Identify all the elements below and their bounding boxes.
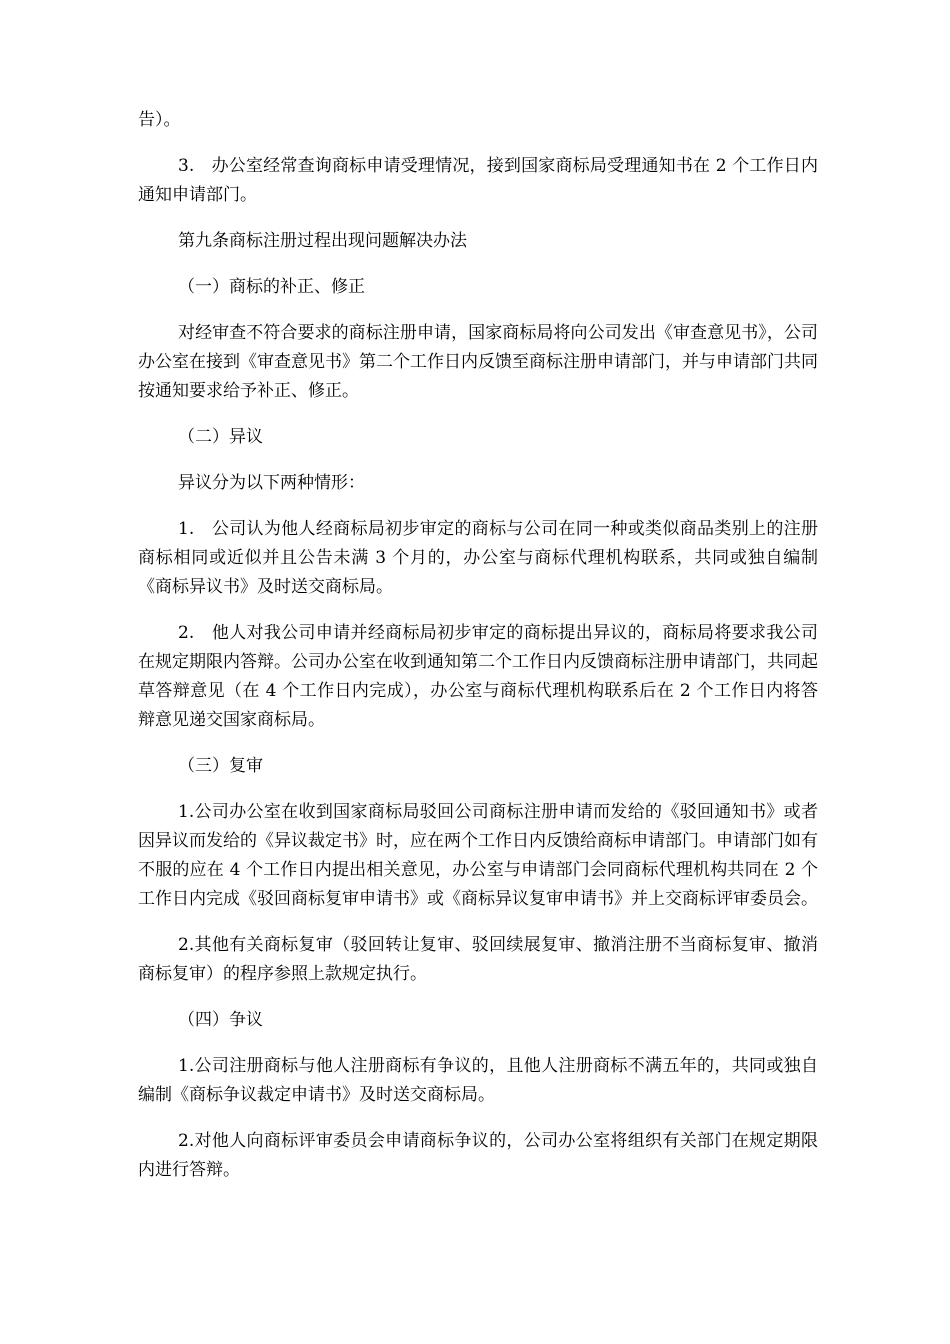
section-1-body: 对经审查不符合要求的商标注册申请，国家商标局将向公司发出《审查意见书》，公司办公室在接到《审查意见书》第二个工作日内反馈至商标注册申请部门，并与申请部门共同按通知要求给予补正、修正。 bbox=[138, 323, 818, 401]
section-2-heading: （二）异议 bbox=[178, 427, 263, 447]
section-4-heading: （四）争议 bbox=[178, 1010, 263, 1030]
document-page bbox=[138, 106, 818, 1202]
section-2-item-1: 1. 公司认为他人经商标局初步审定的商标与公司在同一种或类似商品类别上的注册商标相同或近似并且公告未满 3 个月的，办公室与商标代理机构联系，共同或独自编制《商标异议书》及时送交商标局。 bbox=[138, 519, 818, 597]
section-3-item-2: 2.其他有关商标复审（驳回转让复审、驳回续展复审、撤消注册不当商标复审、撤消商标复审）的程序参照上款规定执行。 bbox=[138, 935, 818, 984]
paragraph-item-3: 3. 办公室经常查询商标申请受理情况，接到国家商标局受理通知书在 2 个工作日内通知申请部门。 bbox=[138, 156, 818, 205]
article-9-heading: 第九条商标注册过程出现问题解决办法 bbox=[178, 231, 467, 251]
section-4-item-1: 1.公司注册商标与他人注册商标有争议的，且他人注册商标不满五年的，共同或独自编制《商标争议裁定申请书》及时送交商标局。 bbox=[138, 1056, 818, 1105]
section-1-heading: （一）商标的补正、修正 bbox=[178, 277, 365, 297]
section-3-heading: （三）复审 bbox=[178, 756, 263, 776]
paragraph-continuation: 告）。 bbox=[138, 110, 181, 130]
section-2-intro: 异议分为以下两种情形： bbox=[178, 473, 365, 493]
section-2-item-2: 2. 他人对我公司申请并经商标局初步审定的商标提出异议的，商标局将要求我公司在规定期限内答辩。公司办公室在收到通知第二个工作日内反馈商标注册申请部门，共同起草答辩意见（在 4 个工作日内完成），办公室与商标代理机构联系后在 2 个工作日内将答辩意见递交国家商标局。 bbox=[138, 623, 818, 730]
section-4-item-2: 2.对他人向商标评审委员会申请商标争议的，公司办公室将组织有关部门在规定期限内进行答辩。 bbox=[138, 1131, 818, 1180]
section-3-item-1: 1.公司办公室在收到国家商标局驳回公司商标注册申请而发给的《驳回通知书》或者因异议而发给的《异议裁定书》时，应在两个工作日内反馈给商标申请部门。申请部门如有不服的应在 4 个工作日内提出相关意见，办公室与申请部门会同商标代理机构共同在 2 个工作日内完成《驳回商标复审申请书》或《商标异议复审申请书》并上交商标评审委员会。 bbox=[138, 802, 818, 909]
